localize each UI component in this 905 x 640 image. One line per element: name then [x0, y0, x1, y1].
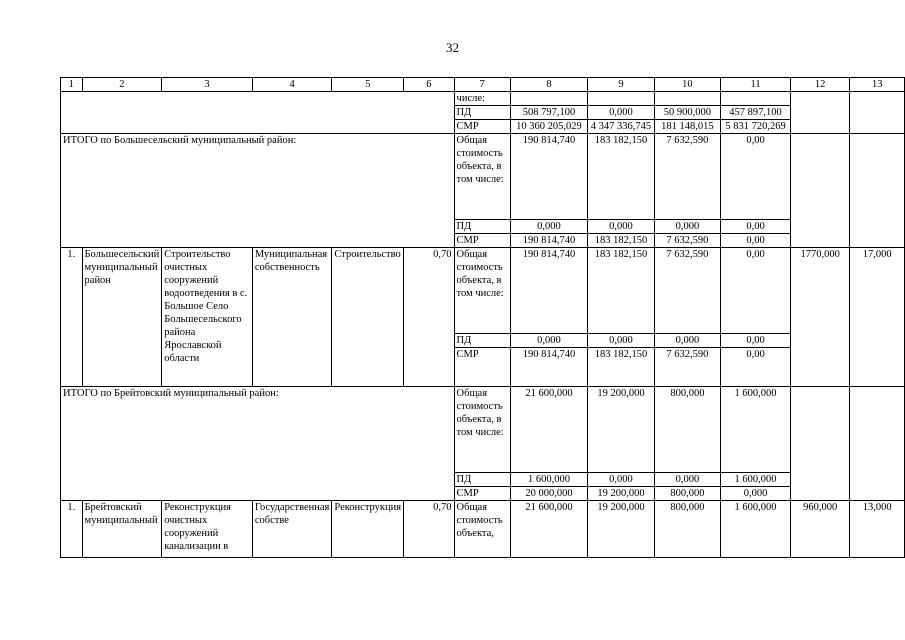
header-cell: 9 — [588, 78, 654, 92]
empty-cell — [61, 92, 455, 134]
header-cell: 6 — [404, 78, 454, 92]
value-cell: 457 897,100 — [721, 106, 791, 120]
value-cell: 183 182,150 — [588, 348, 654, 387]
value-cell: 0,00 — [721, 348, 791, 387]
header-cell: 8 — [510, 78, 588, 92]
value-cell: 19 200,000 — [588, 387, 654, 473]
total-row — [61, 387, 905, 473]
header-cell: 11 — [721, 78, 791, 92]
value-cell: 0,00 — [721, 134, 791, 220]
header-cell: 12 — [790, 78, 849, 92]
smr-label: СМР — [454, 348, 510, 387]
pd-label: ПД — [454, 106, 510, 120]
header-cell: 1 — [61, 78, 83, 92]
value-cell — [850, 92, 905, 134]
capacity-cell: 0,70 — [404, 501, 454, 558]
page-number: 32 — [446, 40, 459, 55]
header-cell: 4 — [252, 78, 332, 92]
value-cell: 1 600,000 — [721, 387, 791, 473]
objects-table — [60, 77, 905, 558]
pd-label: ПД — [454, 334, 510, 348]
cost-label: Общая стоимость объекта, — [454, 501, 510, 558]
object-cell: Реконструкция очистных сооружений канализации в — [162, 501, 253, 558]
value-cell: 190 814,740 — [510, 134, 588, 220]
value-cell — [790, 134, 849, 248]
ownership-cell: Муниципальная собственность — [252, 248, 332, 387]
value-cell — [850, 387, 905, 501]
row-number: 1. — [61, 501, 83, 558]
total-label: ИТОГО по Брейтовский муниципальный район: — [61, 387, 455, 501]
table-row — [61, 92, 905, 106]
value-cell — [850, 134, 905, 248]
value-cell: 17,000 — [850, 248, 905, 387]
total-label: ИТОГО по Большесельский муниципальный район: — [61, 134, 455, 248]
smr-label: СМР — [454, 234, 510, 248]
header-cell: 7 — [454, 78, 510, 92]
value-cell: 4 347 336,745 — [588, 120, 654, 134]
cost-label: Общая стоимость объекта, в том числе: — [454, 248, 510, 334]
value-cell: 0,00 — [721, 334, 791, 348]
smr-label: СМР — [454, 120, 510, 134]
value-cell: 183 182,150 — [588, 248, 654, 334]
value-cell: 0,000 — [588, 220, 654, 234]
district-cell: Брейтовский муниципальный — [82, 501, 162, 558]
value-cell: 0,000 — [654, 473, 720, 487]
header-row — [61, 78, 905, 92]
value-cell — [721, 92, 791, 106]
value-cell: 7 632,590 — [654, 134, 720, 220]
header-cell: 13 — [850, 78, 905, 92]
value-cell: 0,000 — [588, 334, 654, 348]
header-cell: 10 — [654, 78, 720, 92]
value-cell: 1 600,000 — [721, 473, 791, 487]
value-cell: 1770,000 — [790, 248, 849, 387]
value-cell: 800,000 — [654, 487, 720, 501]
value-cell: 508 797,100 — [510, 106, 588, 120]
value-cell: 7 632,590 — [654, 348, 720, 387]
work-type-cell: Строительство — [332, 248, 404, 387]
value-cell: 10 360 205,029 — [510, 120, 588, 134]
value-cell: 0,00 — [721, 220, 791, 234]
ownership-cell: Государственная собстве — [252, 501, 332, 558]
value-cell: 1 600,000 — [510, 473, 588, 487]
cost-label: Общая стоимость объекта, в том числе: — [454, 134, 510, 220]
value-cell: 19 200,000 — [588, 487, 654, 501]
cost-label: числе: — [454, 92, 510, 106]
capacity-cell: 0,70 — [404, 248, 454, 387]
value-cell: 181 148,015 — [654, 120, 720, 134]
cost-label: Общая стоимость объекта, в том числе: — [454, 387, 510, 473]
header-cell: 3 — [162, 78, 253, 92]
value-cell: 0,000 — [510, 334, 588, 348]
value-cell — [790, 387, 849, 501]
total-row — [61, 134, 905, 220]
value-cell — [654, 92, 720, 106]
value-cell: 50 900,000 — [654, 106, 720, 120]
work-type-cell: Реконструкция — [332, 501, 404, 558]
value-cell: 5 831 720,269 — [721, 120, 791, 134]
value-cell: 0,000 — [588, 106, 654, 120]
table-row — [61, 248, 905, 334]
value-cell: 0,000 — [588, 473, 654, 487]
value-cell: 0,000 — [510, 220, 588, 234]
value-cell: 0,000 — [721, 487, 791, 501]
value-cell — [588, 92, 654, 106]
value-cell: 21 600,000 — [510, 387, 588, 473]
value-cell: 0,00 — [721, 248, 791, 334]
value-cell: 800,000 — [654, 501, 720, 558]
header-cell: 5 — [332, 78, 404, 92]
value-cell: 0,00 — [721, 234, 791, 248]
pd-label: ПД — [454, 220, 510, 234]
value-cell: 190 814,740 — [510, 234, 588, 248]
value-cell: 960,000 — [790, 501, 849, 558]
header-cell: 2 — [82, 78, 162, 92]
value-cell: 19 200,000 — [588, 501, 654, 558]
value-cell: 7 632,590 — [654, 248, 720, 334]
value-cell: 1 600,000 — [721, 501, 791, 558]
row-number: 1. — [61, 248, 83, 387]
value-cell: 183 182,150 — [588, 134, 654, 220]
value-cell — [790, 92, 849, 134]
value-cell: 7 632,590 — [654, 234, 720, 248]
value-cell — [510, 92, 588, 106]
value-cell: 0,000 — [654, 334, 720, 348]
value-cell: 800,000 — [654, 387, 720, 473]
district-cell: Большесельский муниципальный район — [82, 248, 162, 387]
value-cell: 190 814,740 — [510, 348, 588, 387]
value-cell: 20 000,000 — [510, 487, 588, 501]
table-row — [61, 501, 905, 558]
value-cell: 21 600,000 — [510, 501, 588, 558]
value-cell: 13,000 — [850, 501, 905, 558]
pd-label: ПД — [454, 473, 510, 487]
smr-label: СМР — [454, 487, 510, 501]
value-cell: 183 182,150 — [588, 234, 654, 248]
object-cell: Строительство очистных сооружений водоотведения в с. Большое Село Большесельского района Ярославской области — [162, 248, 253, 387]
value-cell: 0,000 — [654, 220, 720, 234]
value-cell: 190 814,740 — [510, 248, 588, 334]
